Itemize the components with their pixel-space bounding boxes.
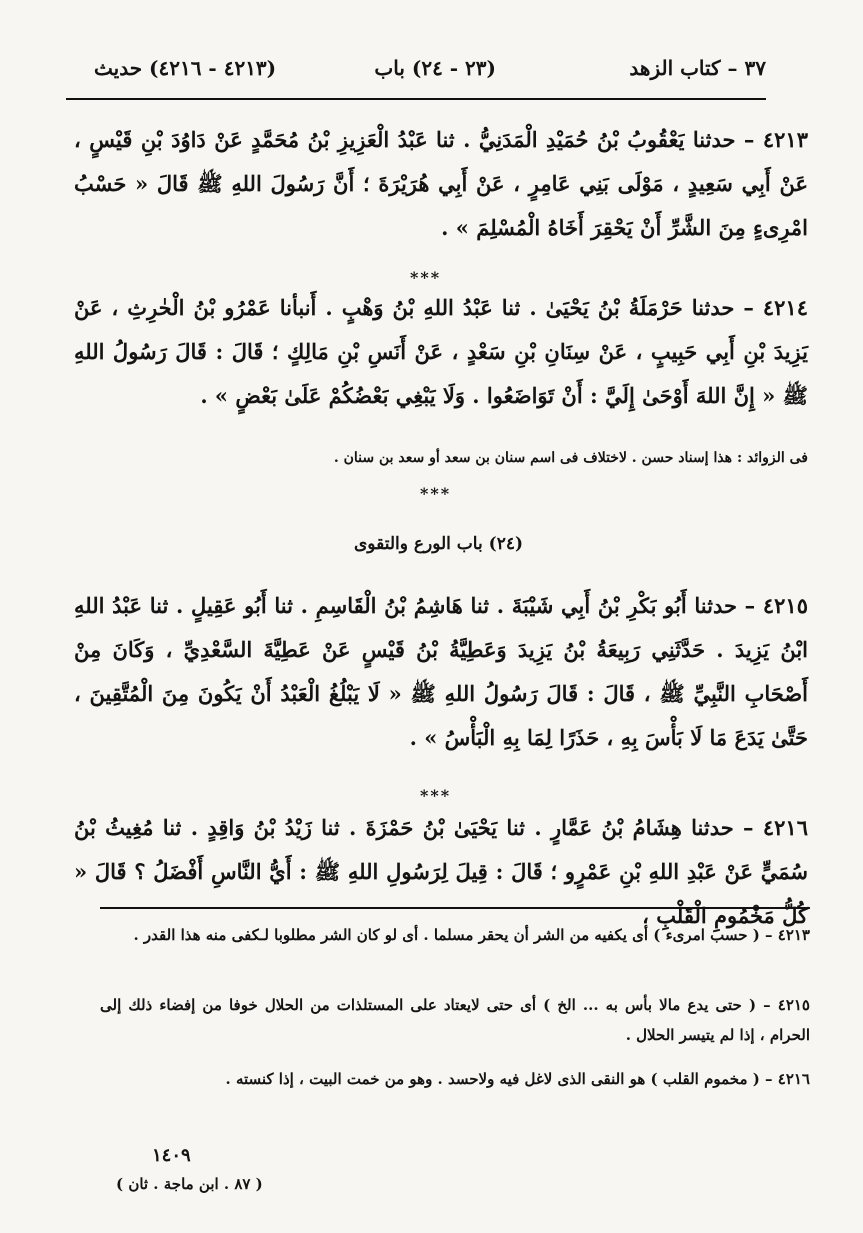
separator-stars: *** <box>420 484 452 503</box>
chapter-heading: (٢٤) باب الورع والتقوى <box>354 534 523 554</box>
hadith-4213: ٤٢١٣ – حدثنا يَعْقُوبُ بْنُ حُمَيْدِ الْمَدَنِيُّ . ثنا عَبْدُ الْعَزِيزِ بْنُ مُحَمَّدٍ عَنْ دَاوُدَ بْنِ قَيْسٍ ، عَنْ أَبِي سَعِيدٍ ، مَوْلَى بَنِي عَامِرٍ ، عَنْ أَبِي هُرَيْرَةَ ؛ أَنَّ رَسُولَ اللهِ ﷺ قَالَ « حَسْبُ امْرِىءٍ مِنَ الشَّرِّ أَنْ يَحْقِرَ أَخَاهُ الْمُسْلِمَ » . <box>74 127 808 240</box>
header-book-title: ٣٧ – كتاب الزهد <box>629 56 766 80</box>
footnote-4215: ٤٢١٥ – ( حتى يدع مالا بأس به ... الخ ) أى حتى لايعتاد على المستلذات من الحلال خوفا من إفضاء ذلك إلى الحرام ، إذا لم يتيسر الحلال . <box>100 996 810 1044</box>
footnote-rule <box>100 907 810 909</box>
hadith-4216: ٤٢١٦ – حدثنا هِشَامُ بْنُ عَمَّارٍ . ثنا يَحْيَىٰ بْنُ حَمْزَةَ . ثنا زَيْدُ بْنُ وَاقِدٍ . ثنا مُغِيثُ بْنُ سُمَيٍّ عَنْ عَبْدِ اللهِ بْنِ عَمْرٍو ؛ قَالَ : قِيلَ لِرَسُولِ اللهِ ﷺ : أَيُّ النَّاسِ أَفْضَلُ ؟ قَالَ « كُلُّ مَخْمُومِ الْقَلْبِ ، <box>74 815 808 928</box>
separator-stars: *** <box>420 786 452 805</box>
hadith-4214: ٤٢١٤ – حدثنا حَرْمَلَةُ بْنُ يَحْيَىٰ . ثنا عَبْدُ اللهِ بْنُ وَهْبٍ . أَنبأنا عَمْرُو بْنُ الْحٰرِثِ ، عَنْ يَزِيدَ بْنِ أَبِي حَبِيبٍ ، عَنْ سِنَانِ بْنِ سَعْدٍ ، عَنْ أَنَسِ بْنِ مَالِكٍ ؛ قَالَ : قَالَ رَسُولُ اللهِ ﷺ « إِنَّ اللهَ أَوْحَىٰ إِلَيَّ : أَنْ تَوَاضَعُوا . وَلَا يَبْغِي بَعْضُكُمْ عَلَىٰ بَعْضٍ » . <box>74 295 808 408</box>
running-header <box>66 50 766 90</box>
footnote-4213: ٤٢١٣ – ( حسب امرىء ) أى يكفيه من الشر أن يحقر مسلما . أى لو كان الشر مطلوبا لـكفى منه هذا القدر . <box>133 926 810 944</box>
footnote-4216: ٤٢١٦ – ( مخموم القلب ) هو النقى الذى لاغل فيه ولاحسد . وهو من خمت البيت ، إذا كنسته . <box>225 1070 810 1088</box>
header-hadith-range: (٤٢١٣ - ٤٢١٦) حديث <box>94 56 277 80</box>
header-chapter-range: (٢٣ - ٢٤) باب <box>374 56 496 80</box>
zawaid-note: فى الزوائد : هذا إسناد حسن . لاختلاف فى اسم سنان بن سعد أو سعد بن سنان . <box>333 450 808 466</box>
hadith-4215: ٤٢١٥ – حدثنا أَبُو بَكْرِ بْنُ أَبِي شَيْبَةَ . ثنا هَاشِمُ بْنُ الْقَاسِمِ . ثنا أَبُو عَقِيلٍ . ثنا عَبْدُ اللهِ ابْنُ يَزِيدَ . حَدَّثَنِي رَبِيعَةُ بْنُ يَزِيدَ وَعَطِيَّةُ بْنُ قَيْسٍ عَنْ عَطِيَّةَ السَّعْدِيِّ ، وَكَانَ مِنْ أَصْحَابِ النَّبِيِّ ﷺ ، قَالَ : قَالَ رَسُولُ اللهِ ﷺ « لَا يَبْلُغُ الْعَبْدُ أَنْ يَكُونَ مِنَ الْمُتَّقِينَ ، حَتَّىٰ يَدَعَ مَا لَا بَأْسَ بِهِ ، حَذَرًا لِمَا بِهِ الْبَأْسُ » . <box>74 593 808 750</box>
header-rule <box>66 98 766 100</box>
signature-mark: ( ٨٧ . ابن ماجة . ثان ) <box>116 1175 263 1193</box>
page-number: ١٤٠٩ <box>152 1145 191 1166</box>
separator-stars: *** <box>410 268 442 287</box>
